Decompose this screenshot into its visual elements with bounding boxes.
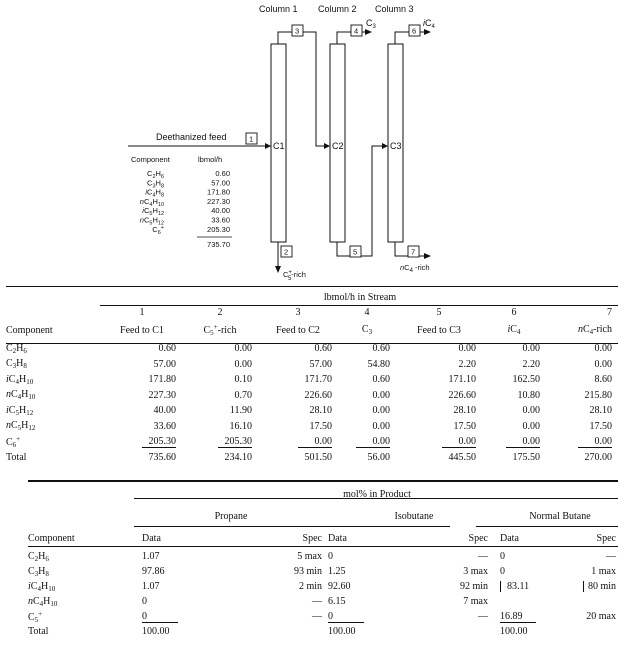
stream-cell: 171.80: [148, 374, 176, 386]
stream-cell: 16.10: [229, 420, 252, 432]
product-cell: 7 max: [463, 596, 488, 607]
feed-flow-6: 205.30: [207, 224, 230, 234]
stream-number-1: 1: [139, 306, 145, 318]
product-cell: [556, 594, 620, 609]
stream-number-4: 4: [364, 306, 370, 318]
stream-cell: 17.50: [453, 420, 476, 432]
stream-number-7: 7: [607, 306, 612, 318]
product-cell: 16.89: [500, 609, 556, 624]
stream-table-row: [6, 419, 618, 435]
stream-cell: 0.00: [372, 405, 390, 417]
product-table-body: [28, 549, 620, 639]
stream-total-cell: 445.50: [448, 451, 476, 463]
product-total-label: Total: [28, 626, 49, 637]
product-cell: —: [312, 596, 322, 607]
feed-flow-1: 57.00: [211, 178, 230, 188]
stream-total-cell: 234.10: [224, 451, 252, 463]
product-cell: 0: [500, 551, 505, 562]
feed-flow-4: 40.00: [211, 206, 230, 216]
stream-cell: 0.00: [234, 358, 252, 370]
stream-number-3: 3: [295, 306, 301, 318]
stream-cell: 17.50: [589, 420, 612, 432]
product-total-cell: 100.00: [500, 626, 528, 637]
feed-flow-5: 33.60: [211, 215, 230, 225]
column-2-label: Column 2: [318, 4, 357, 14]
product-cell: 20 max: [586, 611, 616, 622]
stream-table-row: [6, 341, 618, 357]
product-table-super-header: mol% in Product: [343, 488, 411, 500]
product-row-component: $C_5^+$: [28, 609, 43, 624]
product-cell: —: [478, 551, 488, 562]
feed-component-6: C6+: [152, 224, 164, 236]
stream-total-cell: 270.00: [584, 451, 612, 463]
product-composition-table: [28, 483, 620, 639]
column-3-label: Column 3: [375, 4, 414, 14]
stream-cell: 0.00: [522, 343, 540, 355]
isobutane-data-header: Data: [328, 532, 347, 544]
product-cell: 83.11: [500, 579, 556, 594]
stream-cell: 205.30: [102, 434, 182, 450]
stream-cell: 226.60: [304, 389, 332, 401]
stream-row-component: $C_6^+$: [6, 434, 21, 449]
product-component-header: Component: [28, 532, 75, 544]
stream-cell: 28.10: [589, 405, 612, 417]
stream-table-row: [6, 357, 618, 373]
feed-component-1: C3H8: [147, 178, 164, 190]
stream-cell: 162.50: [512, 374, 540, 386]
stream-total-label: Total: [6, 451, 27, 463]
product-total-empty: [384, 624, 500, 639]
product-total-empty: [556, 624, 620, 639]
stream-tag-6: [409, 25, 420, 36]
stream-cell: 40.00: [153, 405, 176, 417]
stream-cell: 8.60: [594, 374, 612, 386]
propane-data-header: Data: [142, 532, 161, 544]
stream-cell: 0.00: [234, 343, 252, 355]
stream-total-cell: 175.50: [512, 451, 540, 463]
feed-flow-2: 171.80: [207, 187, 230, 197]
stream-cell: 57.00: [309, 358, 332, 370]
stream-cell: 0.60: [314, 343, 332, 355]
feed-component-5: nC5H12: [139, 215, 164, 227]
stream-cell: 28.10: [309, 405, 332, 417]
product-cell: 2 min: [298, 581, 322, 592]
product-table-row: [28, 594, 620, 609]
stream-cell: 17.50: [309, 420, 332, 432]
svg-text:4: 4: [354, 26, 359, 36]
product-total-cell: 100.00: [328, 626, 356, 637]
feed-component-3: nC4H10: [139, 196, 164, 208]
product-label-ic4: $iC_4$: [423, 18, 435, 30]
svg-text:5: 5: [353, 247, 358, 257]
product-cell: 0: [328, 551, 333, 562]
product-row-component: $iC_4H_{10}$: [28, 580, 56, 593]
stream-tag-7: [408, 246, 419, 257]
stream-table-row: [6, 388, 618, 404]
stream-total-cell: 56.00: [367, 451, 390, 463]
feed-total: 735.70: [207, 240, 230, 249]
stream-cell: 0.60: [158, 343, 176, 355]
stream-table-super-header: lbmol/h in Stream: [323, 291, 397, 303]
stream-row-component: $C_2H_6$: [6, 342, 27, 355]
feed-header-flow: lbmol/h: [198, 155, 223, 164]
svg-text:2: 2: [284, 247, 289, 257]
stream-table-row: [6, 372, 618, 388]
isobutane-spec-header: Spec: [468, 532, 488, 544]
product-cell: 0: [134, 609, 218, 624]
column-3-name: C3: [390, 141, 402, 151]
stream-table-row: [6, 403, 618, 419]
product-propane-header: Propane: [214, 510, 248, 522]
product-cell: [500, 594, 556, 609]
stream-cell: 0.10: [234, 374, 252, 386]
stream-tag-1: [246, 133, 257, 144]
product-cell: 0: [500, 566, 505, 577]
process-flow-diagram: [0, 0, 624, 282]
product-cell: 97.86: [142, 566, 165, 577]
feed-composition-rows: [140, 169, 230, 236]
stream-cell: 226.60: [448, 389, 476, 401]
product-cell: —: [312, 611, 322, 622]
stream-row-component: $iC_5H_{12}$: [6, 404, 34, 417]
svg-text:6: 6: [412, 26, 417, 36]
feed-header-component: Component: [131, 155, 170, 164]
product-cell: 5 max: [297, 551, 322, 562]
product-cell: 0: [328, 609, 384, 624]
product-cell: 92 min: [459, 581, 488, 592]
feed-component-0: C2H6: [147, 169, 164, 180]
product-row-component: $C_2H_6$: [28, 550, 49, 563]
stream-name-2: $C_5^+$-rich: [203, 323, 237, 337]
product-cell: 0: [142, 596, 147, 607]
stream-cell: 0.00: [482, 434, 546, 450]
propane-spec-header: Spec: [302, 532, 322, 544]
stream-total-cell: 735.60: [148, 451, 176, 463]
product-table-row: [28, 564, 620, 579]
column-1-name: C1: [273, 141, 285, 151]
product-table-top-rule: [28, 480, 618, 482]
stream-cell: 0.00: [594, 358, 612, 370]
stream-cell: 0.00: [546, 434, 618, 450]
stream-total-row: [6, 450, 618, 466]
feed-component-4: iC5H12: [142, 206, 164, 218]
product-normal-butane-header: Normal Butane: [529, 510, 591, 522]
feed-flow-0: 0.60: [215, 169, 230, 178]
product-label-c3: $C_3$: [366, 18, 376, 30]
stream-table-body: [6, 341, 618, 465]
stream-flow-table: [6, 289, 618, 465]
stream-cell: 0.00: [594, 343, 612, 355]
product-cell: —: [606, 551, 616, 562]
stream-tag-2: [281, 246, 292, 257]
stream-row-component: $nC_5H_{12}$: [6, 420, 36, 433]
normal-butane-spec-header: Spec: [596, 532, 616, 544]
stream-row-component: $nC_4H_{10}$: [6, 389, 36, 402]
stream-cell: 57.00: [153, 358, 176, 370]
stream-number-2: 2: [217, 306, 223, 318]
feed-label: Deethanized feed: [156, 132, 227, 142]
product-cell: 3 max: [463, 566, 488, 577]
stream-table-row: [6, 434, 618, 450]
stream-cell: 215.80: [584, 389, 612, 401]
product-cell: —: [478, 611, 488, 622]
svg-text:3: 3: [295, 26, 300, 36]
stream-tag-3: [292, 25, 303, 36]
product-label-nc4-rich: $nC_4$ -rich: [400, 263, 430, 274]
product-row-component: $C_3H_8$: [28, 565, 49, 578]
feed-component-2: iC4H8: [145, 187, 164, 199]
product-total-empty: [218, 624, 328, 639]
stream-cell: 10.80: [517, 389, 540, 401]
stream-name-6: $iC_4$: [507, 324, 521, 336]
stream-cell: 0.00: [258, 434, 338, 450]
stream-cell: 28.10: [453, 405, 476, 417]
stream-cell: 11.90: [229, 405, 252, 417]
stream-component-header: Component: [6, 324, 53, 336]
product-table-row: [28, 609, 620, 624]
stream-total-cell: 501.50: [304, 451, 332, 463]
column-1-label: Column 1: [259, 4, 298, 14]
product-cell: 1.07: [142, 551, 160, 562]
product-cell: 1 max: [591, 566, 616, 577]
stream-tag-5: [350, 246, 361, 257]
stream-row-component: $C_3H_8$: [6, 358, 27, 371]
stream-cell: 2.20: [522, 358, 540, 370]
stream-cell: 0.00: [372, 420, 390, 432]
stream-name-7: $nC_4$-rich: [577, 324, 612, 336]
stream-cell: 0.00: [522, 405, 540, 417]
svg-text:1: 1: [249, 134, 254, 144]
stream-cell: 205.30: [182, 434, 258, 450]
stream-name-5: Feed to C3: [417, 324, 461, 336]
stream-cell: 0.00: [338, 434, 396, 450]
product-cell: 1.25: [328, 566, 346, 577]
stream-cell: 2.20: [458, 358, 476, 370]
table-top-rule: [6, 286, 618, 287]
feed-flow-3: 227.30: [207, 196, 230, 206]
column-2-name: C2: [332, 141, 344, 151]
normal-butane-data-header: Data: [500, 532, 519, 544]
stream-cell: 0.00: [396, 434, 482, 450]
stream-cell: 0.00: [372, 389, 390, 401]
stream-cell: 171.10: [448, 374, 476, 386]
product-row-component: $nC_4H_{10}$: [28, 595, 58, 608]
product-cell: 1.07: [142, 581, 160, 592]
stream-cell: 227.30: [148, 389, 176, 401]
stream-name-3: Feed to C2: [276, 324, 320, 336]
product-total-row: [28, 624, 620, 639]
stream-cell: 171.70: [304, 374, 332, 386]
stream-cell: 0.00: [522, 420, 540, 432]
stream-number-6: 6: [511, 306, 517, 318]
product-table-row: [28, 579, 620, 594]
stream-cell: 0.00: [458, 343, 476, 355]
stream-cell: 0.70: [234, 389, 252, 401]
stream-cell: 0.60: [372, 343, 390, 355]
stream-cell: 0.60: [372, 374, 390, 386]
product-total-cell: 100.00: [142, 626, 170, 637]
product-cell: 80 min: [556, 579, 620, 594]
stream-name-1: Feed to C1: [120, 324, 164, 336]
product-cell: 6.15: [328, 596, 346, 607]
stream-tag-4: [351, 25, 362, 36]
product-isobutane-header: Isobutane: [394, 510, 434, 522]
product-label-c5-rich: C+ 5-rich: [283, 270, 306, 282]
stream-number-5: 5: [436, 306, 442, 318]
stream-name-4: $C_3$: [361, 324, 373, 336]
product-cell: 93 min: [293, 566, 322, 577]
stream-row-component: $iC_4H_{10}$: [6, 373, 34, 386]
svg-text:7: 7: [411, 247, 416, 257]
product-cell: 92.60: [328, 581, 351, 592]
stream-cell: 54.80: [367, 358, 390, 370]
stream-cell: 33.60: [153, 420, 176, 432]
product-table-row: [28, 549, 620, 564]
